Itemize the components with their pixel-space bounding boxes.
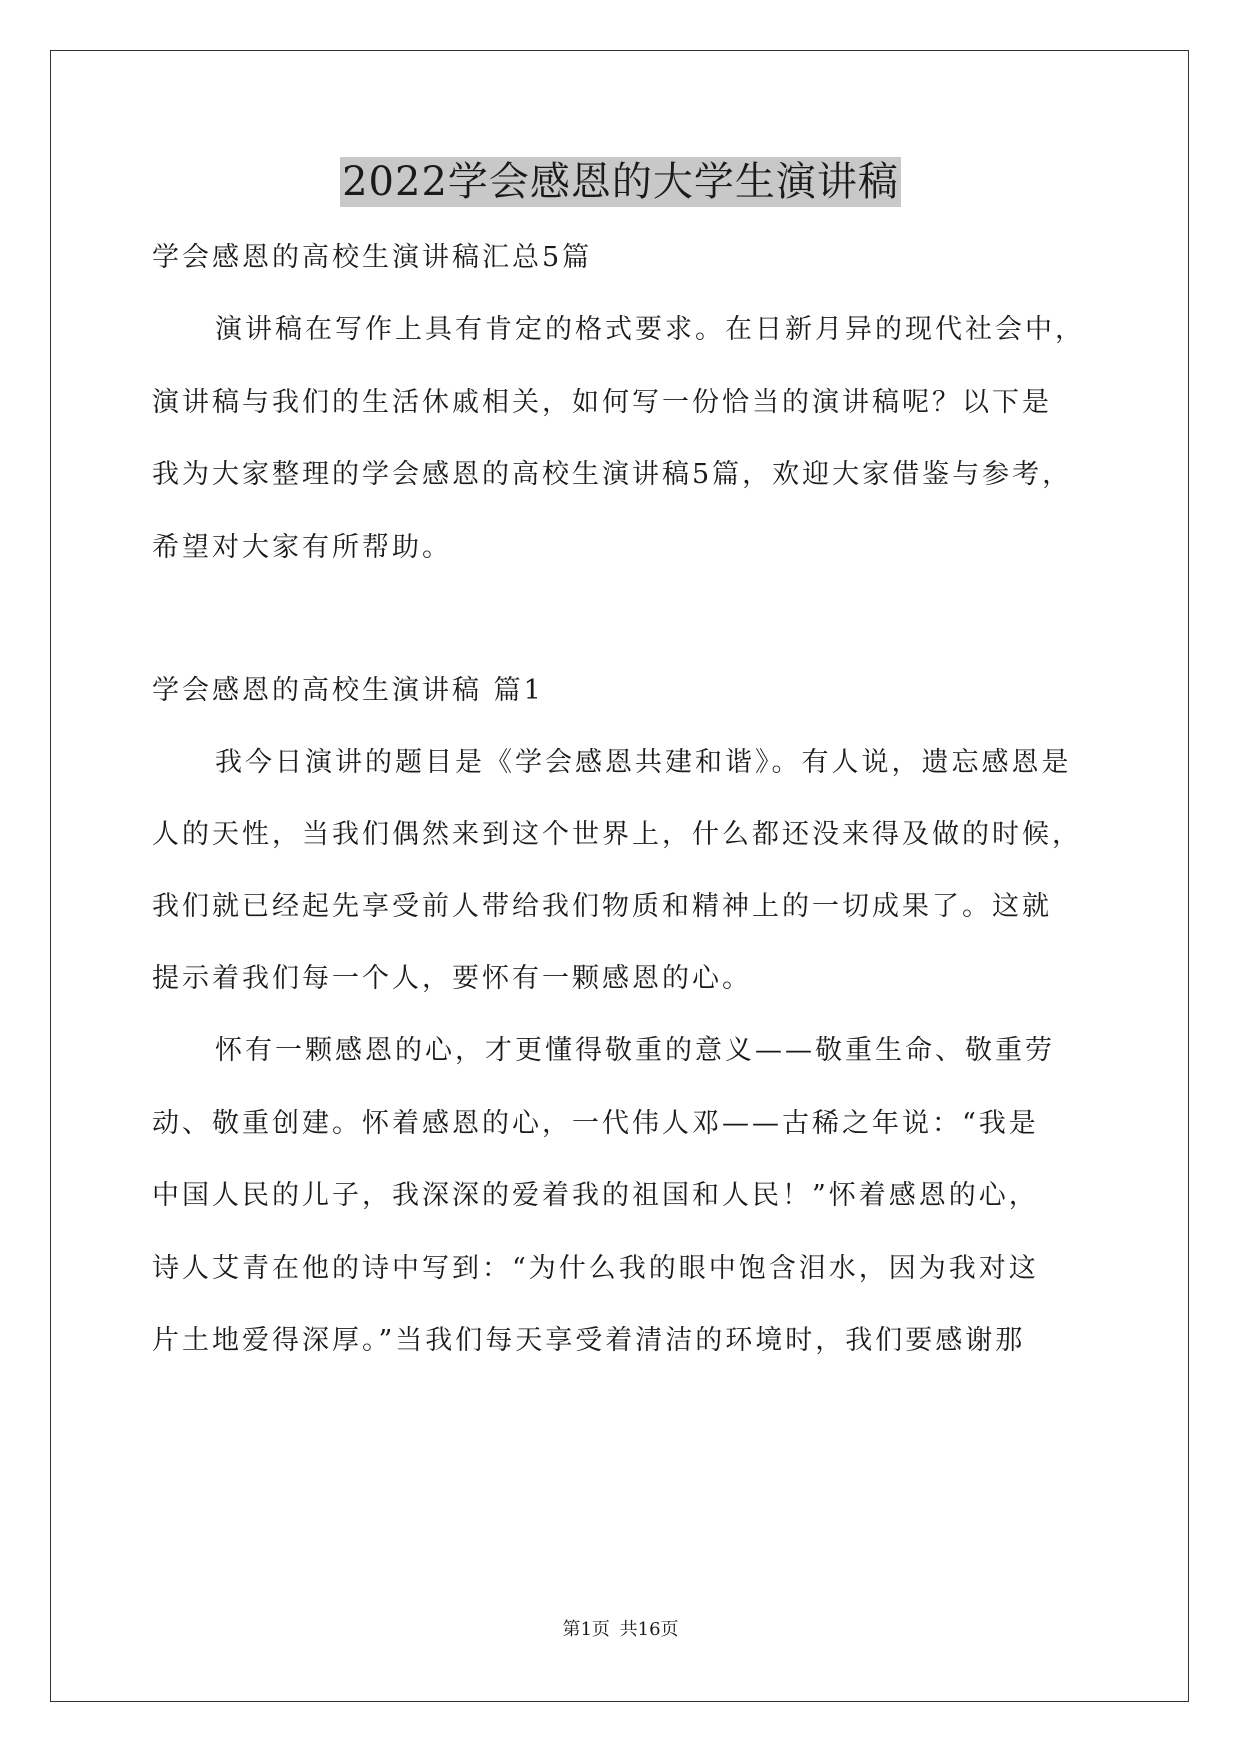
intro-line: 希望对大家有所帮助。	[152, 532, 452, 563]
document-subtitle: 学会感恩的高校生演讲稿汇总5篇	[152, 242, 593, 273]
page-border	[50, 50, 1189, 1702]
paragraph-line: 怀有一颗感恩的心，才更懂得敬重的意义——敬重生命、敬重劳	[215, 1035, 1055, 1066]
paragraph-line: 人的天性，当我们偶然来到这个世界上，什么都还没来得及做的时候，	[152, 819, 1082, 850]
paragraph-line: 我今日演讲的题目是《学会感恩共建和谐》。有人说，遗忘感恩是	[215, 747, 1072, 778]
page-number-footer: 第1页 共16页	[562, 1619, 679, 1640]
paragraph-line: 我们就已经起先享受前人带给我们物质和精神上的一切成果了。这就	[152, 891, 1052, 922]
paragraph-line: 诗人艾青在他的诗中写到：“为什么我的眼中饱含泪水，因为我对这	[152, 1253, 1039, 1284]
document-title	[0, 150, 1241, 214]
document-title-text: 2022学会感恩的大学生演讲稿	[342, 159, 899, 205]
paragraph-line: 提示着我们每一个人，要怀有一颗感恩的心。	[152, 963, 752, 994]
intro-line: 演讲稿与我们的生活休戚相关，如何写一份恰当的演讲稿呢？以下是	[152, 387, 1052, 418]
intro-line: 我为大家整理的学会感恩的高校生演讲稿5篇，欢迎大家借鉴与参考，	[152, 459, 1073, 490]
paragraph-line: 中国人民的儿子，我深深的爱着我的祖国和人民！”怀着感恩的心，	[152, 1180, 1039, 1211]
intro-line: 演讲稿在写作上具有肯定的格式要求。在日新月异的现代社会中，	[215, 314, 1085, 345]
section-heading: 学会感恩的高校生演讲稿 篇1	[152, 675, 544, 706]
paragraph-line: 动、敬重创建。怀着感恩的心，一代伟人邓——古稀之年说：“我是	[152, 1108, 1039, 1139]
paragraph-line: 片土地爱得深厚。”当我们每天享受着清洁的环境时，我们要感谢那	[152, 1325, 1026, 1356]
